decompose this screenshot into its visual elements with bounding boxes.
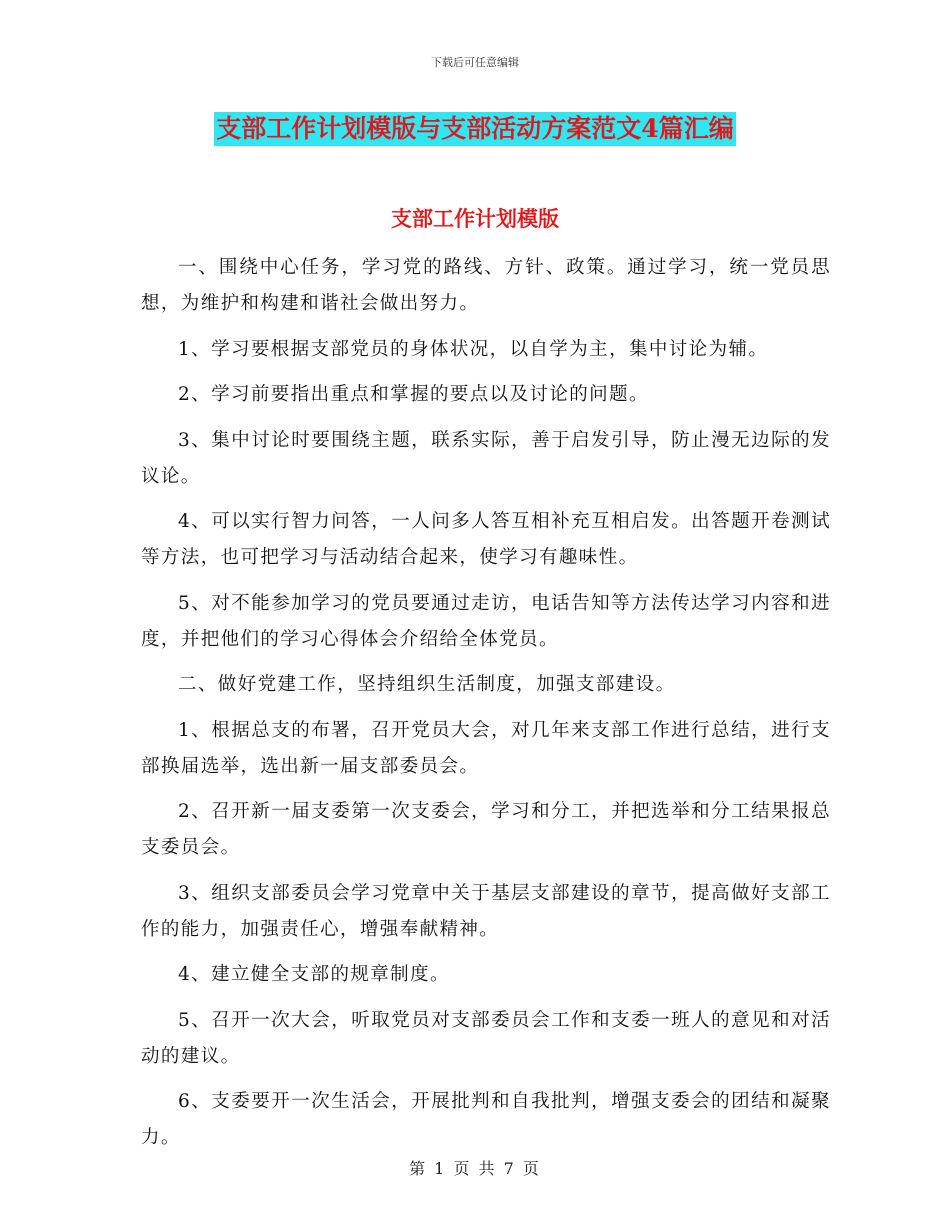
paragraph: 2、学习前要指出重点和掌握的要点以及讨论的问题。 — [178, 384, 649, 405]
paragraph: 3、组织支部委员会学习党章中关于基层支部建设的章节，提高做好支部工作的能力，加强责任心，增强奉献精神。 — [141, 882, 831, 940]
paragraph: 4、建立健全支部的规章制度。 — [178, 964, 450, 985]
paragraph: 1、根据总支的布署，召开党员大会，对几年来支部工作进行总结，进行支部换届选举，选出新一届支部委员会。 — [141, 719, 831, 777]
document-title: 支部工作计划模版与支部活动方案范文4篇汇编 — [214, 112, 735, 146]
paragraph: 2、召开新一届支委第一次支委会，学习和分工，并把选举和分工结果报总支委员会。 — [141, 801, 831, 858]
paragraph: 二、做好党建工作，坚持组织生活制度，加强支部建设。 — [178, 674, 676, 695]
section-title: 支部工作计划模版 — [391, 206, 559, 231]
paragraph: 1、学习要根据支部党员的身体状况，以自学为主，集中讨论为辅。 — [178, 338, 769, 360]
paragraph: 5、对不能参加学习的党员要通过走访，电话告知等方法传达学习内容和进度，并把他们的学习心得体会介绍给全体党员。 — [141, 592, 831, 650]
paragraph: 5、召开一次大会，听取党员对支部委员会工作和支委一班人的意见和对活动的建议。 — [141, 1009, 831, 1067]
paragraph: 一、围绕中心任务，学习党的路线、方针、政策。通过学习，统一党员思想，为维护和构建和谐社会做出努力。 — [141, 257, 831, 314]
header-note: 下载后可任意编辑 — [431, 56, 519, 69]
paragraph: 6、支委要开一次生活会，开展批判和自我批判，增强支委会的团结和凝聚力。 — [141, 1091, 831, 1148]
page-number: 第 1 页 共 7 页 — [409, 1159, 541, 1178]
main-title-wrap — [0, 112, 950, 146]
document-body — [141, 250, 831, 1166]
paragraph: 4、可以实行智力问答，一人问多人答互相补充互相启发。出答题开卷测试等方法，也可把学习与活动结合起来，使学习有趣味性。 — [141, 511, 831, 568]
paragraph: 3、集中讨论时要围绕主题，联系实际，善于启发引导，防止漫无边际的发议论。 — [141, 429, 831, 487]
